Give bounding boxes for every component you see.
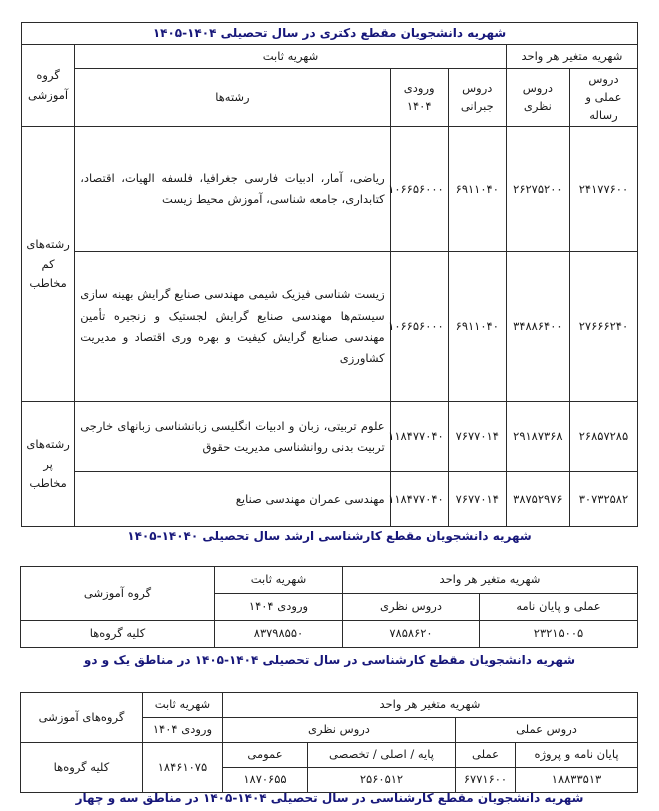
cell-compensatory: ۷۶۷۷۰۱۴ — [448, 472, 506, 527]
cell-theoretical: ۳۸۷۵۲۹۷۶ — [506, 472, 569, 527]
doctorate-header-row-2 — [22, 69, 638, 127]
header-fixed-fee: شهریه ثابت — [75, 45, 507, 69]
cell-lab: ۶۷۷۱۶۰۰ — [456, 768, 516, 793]
cell-entry-1404: ۱۸۴۶۱۰۷۵ — [142, 743, 222, 793]
masters-header-row-1 — [20, 567, 637, 594]
cell-core-specialized: ۲۵۶۰۵۱۲ — [308, 768, 456, 793]
cell-theoretical: ۲۶۲۷۵۲۰۰ — [506, 127, 569, 252]
header-theoretical: دروس نظری — [222, 718, 455, 743]
header-practical-thesis: دروس عملی و رساله — [569, 69, 637, 127]
table-row — [22, 252, 638, 402]
cell-majors: زیست شناسی فیزیک شیمی مهندسی صنایع گرایش بهینه سازی سیستم‌ها مهندسی صنایع گرایش لجستیک و زنجیره تأمین مهندسی صنایع گرایش کیفیت و بهره وری اقتصاد و مدیریت کشاورزی — [75, 252, 390, 402]
cell-practical-thesis: ۲۶۸۵۷۲۸۵ — [569, 402, 637, 472]
cell-theoretical: ۳۴۸۸۶۴۰۰ — [506, 252, 569, 402]
header-group: گروه آموزشی — [20, 567, 214, 621]
header-thesis-project: پایان نامه و پروژه — [516, 743, 638, 768]
bachelor-header-row-3 — [20, 743, 637, 768]
header-majors: رشته‌ها — [75, 69, 390, 127]
cell-group-high-demand: رشته‌های پر مخاطب — [22, 402, 75, 527]
header-entry-1404: ورودی ۱۴۰۴ — [214, 594, 342, 621]
bachelor-caption-zones-1-2: شهریه دانشجویان مقطع کارشناسی در سال تحصیلی ۱۴۰۴-۱۴۰۵ در مناطق یک و دو — [83, 653, 576, 667]
header-practical-thesis: عملی و پایان نامه — [480, 594, 638, 621]
doctorate-header-row-1 — [22, 45, 638, 69]
cell-thesis-project: ۱۸۸۳۳۵۱۳ — [516, 768, 638, 793]
header-practical: دروس عملی — [456, 718, 638, 743]
table-row — [20, 621, 637, 648]
doctorate-fee-table — [21, 22, 638, 527]
header-variable-fee: شهریه متغیر هر واحد — [506, 45, 637, 69]
doctorate-title-row — [22, 23, 638, 45]
bachelor-fee-table — [20, 692, 638, 793]
cell-entry-1404: ۱۰۶۶۵۶۰۰۰ — [390, 252, 448, 402]
cell-majors: علوم تربیتی، زبان و ادبیات انگلیسی زبانشناسی زبانهای خارجی تربیت بدنی روانشناسی مدیریت حقوق — [75, 402, 390, 472]
cell-practical-thesis: ۲۷۶۶۶۲۴۰ — [569, 252, 637, 402]
header-group: گروه‌های آموزشی — [20, 693, 142, 743]
cell-entry-1404: ۱۱۸۴۷۷۰۴۰ — [390, 402, 448, 472]
cell-group-all: کلیه گروه‌ها — [20, 743, 142, 793]
bachelor-header-row-1 — [20, 693, 637, 718]
table-row — [22, 402, 638, 472]
header-variable-fee: شهریه متغیر هر واحد — [342, 567, 637, 594]
cell-practical-thesis: ۳۰۷۳۲۵۸۲ — [569, 472, 637, 527]
header-fixed-fee: شهریه ثابت — [142, 693, 222, 718]
cell-entry-1404: ۱۱۸۴۷۷۰۴۰ — [390, 472, 448, 527]
header-fixed-fee: شهریه ثابت — [214, 567, 342, 594]
doctorate-table-title: شهریه دانشجویان مقطع دکتری در سال تحصیلی ۱۴۰۴-۱۴۰۵ — [22, 23, 638, 45]
table-row — [22, 472, 638, 527]
header-core-specialized: پایه / اصلی / تخصصی — [308, 743, 456, 768]
bachelor-caption-zones-3-4: شهریه دانشجویان مقطع کارشناسی در سال تحصیلی ۱۴۰۴-۱۴۰۵ در مناطق سه و چهار — [75, 791, 584, 805]
masters-caption: شهریه دانشجویان مقطع کارشناسی ارشد سال تحصیلی ۱۴۰۴۰-۱۴۰۵ — [127, 529, 532, 543]
header-entry-1404: ورودی ۱۴۰۴ — [390, 69, 448, 127]
cell-compensatory: ۶۹۱۱۰۴۰ — [448, 252, 506, 402]
table-row — [22, 127, 638, 252]
header-theoretical: دروس نظری — [342, 594, 479, 621]
cell-entry-1404: ۸۳۷۹۸۵۵۰ — [214, 621, 342, 648]
cell-compensatory: ۶۹۱۱۰۴۰ — [448, 127, 506, 252]
header-compensatory: دروس جبرانی — [448, 69, 506, 127]
cell-compensatory: ۷۶۷۷۰۱۴ — [448, 402, 506, 472]
cell-entry-1404: ۱۰۶۶۵۶۰۰۰ — [390, 127, 448, 252]
cell-majors: مهندسی عمران مهندسی صنایع — [75, 472, 390, 527]
header-group: گروه آموزشی — [22, 45, 75, 127]
header-theoretical: دروس نظری — [506, 69, 569, 127]
cell-practical-thesis: ۲۴۱۷۷۶۰۰ — [569, 127, 637, 252]
masters-fee-table — [20, 566, 638, 648]
cell-general: ۱۸۷۰۶۵۵ — [222, 768, 307, 793]
cell-theoretical: ۲۹۱۸۷۳۶۸ — [506, 402, 569, 472]
cell-group-low-demand: رشته‌های کم مخاطب — [22, 127, 75, 402]
header-variable-fee: شهریه متغیر هر واحد — [222, 693, 637, 718]
cell-group-all: کلیه گروه‌ها — [20, 621, 214, 648]
cell-majors: ریاضی، آمار، ادبیات فارسی جغرافیا، فلسفه الهیات، اقتصاد، کتابداری، جامعه شناسی، آموزش محیط زیست — [75, 127, 390, 252]
cell-theoretical: ۷۸۵۸۶۲۰ — [342, 621, 479, 648]
header-lab: عملی — [456, 743, 516, 768]
cell-practical-thesis: ۲۳۲۱۵۰۰۵ — [480, 621, 638, 648]
header-general: عمومی — [222, 743, 307, 768]
header-entry-1404: ورودی ۱۴۰۴ — [142, 718, 222, 743]
